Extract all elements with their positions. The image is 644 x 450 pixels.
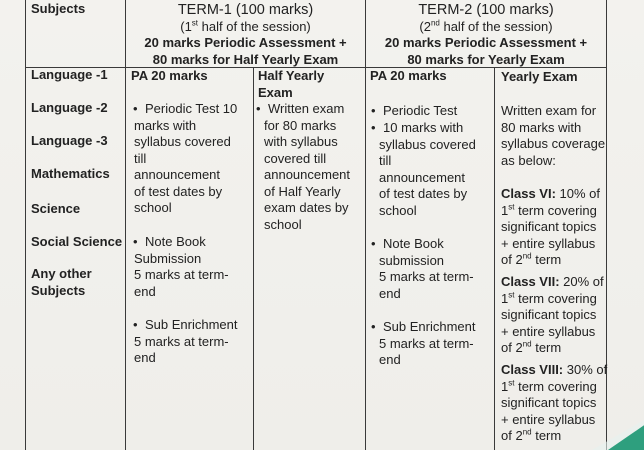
term1-pa-periodic-test: • Periodic Test 10 marks with syllabus covered till announcement of test dates by school <box>145 101 237 217</box>
term2-pa-notebook: • Note Book submission 5 marks at term- end <box>383 236 474 302</box>
term2-exam-heading: Yearly Exam <box>501 69 578 84</box>
term2-title: TERM-2 (100 marks) <box>418 2 554 18</box>
subject-subjects: Subjects <box>31 283 86 298</box>
term1-exam-written: • Written exam for 80 marks with syllabus covered till announcement of Half Yearly exam dates by school <box>268 101 350 233</box>
subject-language-3: Language -3 <box>31 133 108 148</box>
subject-mathematics: Mathematics <box>31 166 110 181</box>
term1-pa-notebook: • Note Book Submission 5 marks at term- end <box>145 234 229 300</box>
term2-exam-intro: Written exam for 80 marks with syllabus coverage as below: <box>501 103 606 168</box>
term2-exam-class-viii: Class VIII: 30% of 1st term covering significant topics + entire syllabus of 2nd term <box>501 362 608 443</box>
term1-line4: 80 marks for Half Yearly Exam <box>152 51 339 67</box>
term1-half: (1st half of the session) <box>180 18 311 34</box>
term2-line4: 80 marks for Yearly Exam <box>407 51 565 67</box>
subject-science: Science <box>31 201 81 216</box>
subject-any-other: Any other <box>31 266 92 281</box>
table-divider-term1 <box>253 68 254 450</box>
term2-exam-class-vi: Class VI: 10% of 1st term covering significant topics + entire syllabus of 2nd term <box>501 186 601 267</box>
term2-pa-heading: PA 20 marks <box>370 68 447 83</box>
term1-title: TERM-1 (100 marks) <box>177 2 314 18</box>
term1-header <box>126 2 365 68</box>
term2-exam-class-vii: Class VII: 20% of 1st term covering significant topics + entire syllabus of 2nd term <box>501 274 604 355</box>
term1-exam-heading: Half Yearly Exam <box>258 68 325 100</box>
subject-language-2: Language -2 <box>31 100 108 115</box>
term2-pa-sub-enrichment: • Sub Enrichment 5 marks at term- end <box>383 319 476 369</box>
term2-pa-periodic-test: • Periodic Test <box>383 103 457 120</box>
term1-pa-heading: PA 20 marks <box>131 68 208 83</box>
term2-header <box>366 2 606 68</box>
term2-line3: 20 marks Periodic Assessment + <box>384 35 588 50</box>
term1-line3: 20 marks Periodic Assessment + <box>144 35 347 50</box>
subject-social-science: Social Science <box>31 234 123 249</box>
term2-pa-ten-marks: • 10 marks with syllabus covered till announcement of test dates by school <box>383 120 476 219</box>
table-divider-term2 <box>494 68 495 450</box>
term2-half: (2nd half of the session) <box>419 18 553 34</box>
subjects-header: Subjects <box>31 1 86 16</box>
term1-pa-sub-enrichment: • Sub Enrichment 5 marks at term- end <box>145 317 238 367</box>
subject-language-1: Language -1 <box>31 67 108 82</box>
